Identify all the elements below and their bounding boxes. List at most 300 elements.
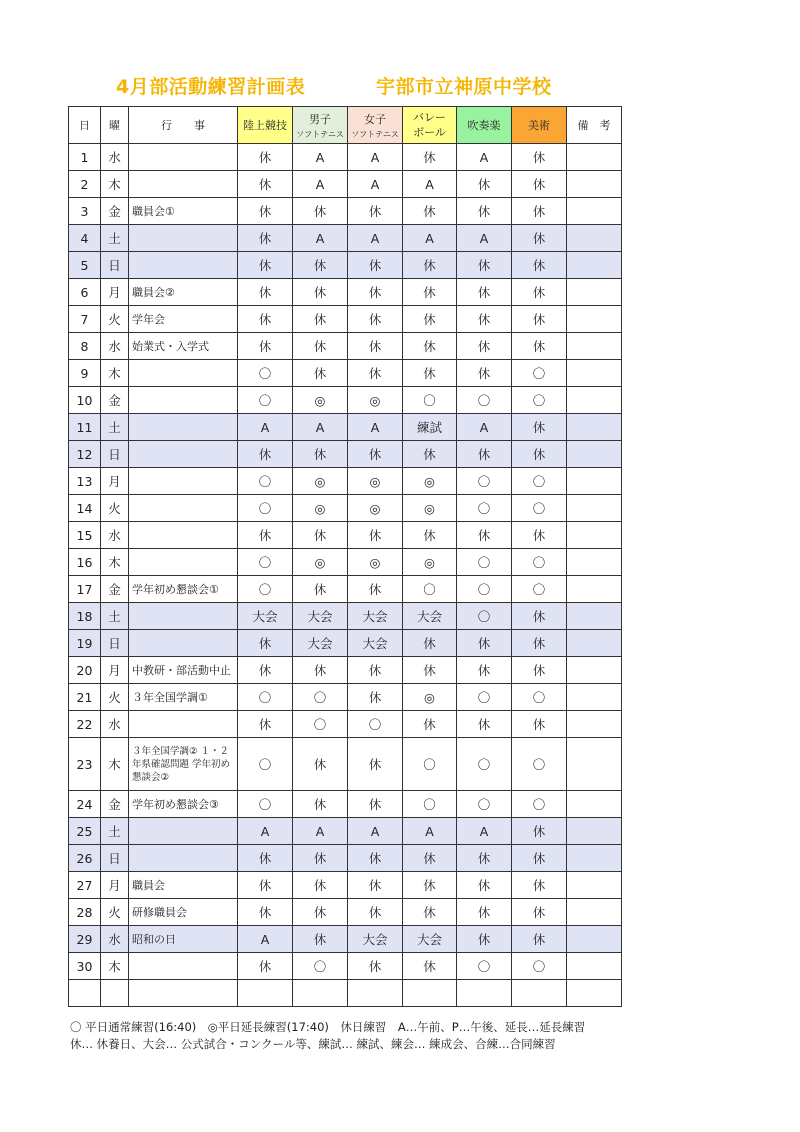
art-cell: 休: [512, 144, 567, 171]
brass-band-cell: A: [457, 414, 512, 441]
weekday-cell: 金: [101, 576, 129, 603]
art-cell: 休: [512, 845, 567, 872]
day-cell: 14: [69, 495, 101, 522]
table-row: [69, 495, 622, 522]
danshi-tennis-cell: 休: [293, 926, 348, 953]
header-danshi-sub: ソフトテニス: [296, 129, 344, 139]
art-cell: 休: [512, 225, 567, 252]
danshi-tennis-cell: 大会: [293, 630, 348, 657]
joshi-tennis-cell: 休: [348, 872, 403, 899]
volleyball-cell: 休: [403, 333, 457, 360]
header-art: 美術: [512, 107, 567, 144]
event-cell: [129, 441, 238, 468]
brass-band-cell: 休: [457, 926, 512, 953]
event-cell: 学年初め懇談会①: [129, 576, 238, 603]
joshi-tennis-cell: ◎: [348, 495, 403, 522]
remarks-cell: [567, 684, 622, 711]
day-cell: 16: [69, 549, 101, 576]
header-row: [69, 107, 622, 144]
volleyball-cell: 休: [403, 360, 457, 387]
danshi-tennis-cell: A: [293, 144, 348, 171]
table-row: [69, 387, 622, 414]
volleyball-cell: 大会: [403, 603, 457, 630]
joshi-tennis-cell: A: [348, 225, 403, 252]
rikujo-cell: 休: [238, 171, 293, 198]
weekday-cell: 土: [101, 603, 129, 630]
remarks-cell: [567, 171, 622, 198]
table-row: [69, 738, 622, 791]
event-cell: [129, 414, 238, 441]
danshi-tennis-cell: 休: [293, 657, 348, 684]
danshi-tennis-cell: A: [293, 225, 348, 252]
day-cell: 29: [69, 926, 101, 953]
event-cell: 学年会: [129, 306, 238, 333]
header-danshi-tennis: [293, 107, 348, 144]
art-cell: 休: [512, 522, 567, 549]
remarks-cell: [567, 953, 622, 980]
joshi-tennis-cell: A: [348, 171, 403, 198]
art-cell: 休: [512, 657, 567, 684]
day-cell: 18: [69, 603, 101, 630]
rikujo-cell: 休: [238, 899, 293, 926]
day-cell: 20: [69, 657, 101, 684]
joshi-tennis-cell: 休: [348, 899, 403, 926]
empty-cell: [101, 980, 129, 1007]
header-joshi-main: 女子: [364, 112, 386, 126]
art-cell: 〇: [512, 495, 567, 522]
volleyball-cell: 休: [403, 630, 457, 657]
event-cell: [129, 171, 238, 198]
brass-band-cell: 〇: [457, 576, 512, 603]
event-cell: ３年全国学調①: [129, 684, 238, 711]
danshi-tennis-cell: 休: [293, 791, 348, 818]
remarks-cell: [567, 414, 622, 441]
day-cell: 23: [69, 738, 101, 791]
remarks-cell: [567, 333, 622, 360]
brass-band-cell: 休: [457, 333, 512, 360]
day-cell: 6: [69, 279, 101, 306]
art-cell: 休: [512, 279, 567, 306]
joshi-tennis-cell: 大会: [348, 926, 403, 953]
weekday-cell: 日: [101, 441, 129, 468]
joshi-tennis-cell: 休: [348, 441, 403, 468]
table-row: [69, 872, 622, 899]
weekday-cell: 水: [101, 522, 129, 549]
brass-band-cell: 〇: [457, 684, 512, 711]
table-row: [69, 333, 622, 360]
day-cell: 26: [69, 845, 101, 872]
weekday-cell: 水: [101, 144, 129, 171]
volleyball-cell: 休: [403, 198, 457, 225]
brass-band-cell: 〇: [457, 603, 512, 630]
rikujo-cell: 休: [238, 198, 293, 225]
rikujo-cell: 〇: [238, 738, 293, 791]
header-joshi-sub: ソフトテニス: [351, 129, 399, 139]
rikujo-cell: 休: [238, 872, 293, 899]
volleyball-cell: 休: [403, 899, 457, 926]
volleyball-cell: 休: [403, 441, 457, 468]
art-cell: 休: [512, 711, 567, 738]
volleyball-cell: 休: [403, 279, 457, 306]
table-row: [69, 171, 622, 198]
event-cell: [129, 630, 238, 657]
empty-cell: [457, 980, 512, 1007]
brass-band-cell: 〇: [457, 791, 512, 818]
joshi-tennis-cell: 休: [348, 279, 403, 306]
rikujo-cell: A: [238, 818, 293, 845]
danshi-tennis-cell: 〇: [293, 684, 348, 711]
event-cell: 始業式・入学式: [129, 333, 238, 360]
brass-band-cell: 〇: [457, 953, 512, 980]
danshi-tennis-cell: 休: [293, 306, 348, 333]
art-cell: 〇: [512, 360, 567, 387]
joshi-tennis-cell: A: [348, 818, 403, 845]
header-volleyball: バレー ボール: [403, 107, 457, 144]
event-cell: [129, 387, 238, 414]
joshi-tennis-cell: A: [348, 414, 403, 441]
weekday-cell: 月: [101, 657, 129, 684]
remarks-cell: [567, 225, 622, 252]
blank-row: [69, 980, 622, 1007]
brass-band-cell: 〇: [457, 387, 512, 414]
table-row: [69, 845, 622, 872]
joshi-tennis-cell: 休: [348, 738, 403, 791]
weekday-cell: 木: [101, 360, 129, 387]
remarks-cell: [567, 441, 622, 468]
remarks-cell: [567, 468, 622, 495]
remarks-cell: [567, 872, 622, 899]
day-cell: 7: [69, 306, 101, 333]
brass-band-cell: A: [457, 818, 512, 845]
table-row: [69, 953, 622, 980]
danshi-tennis-cell: 休: [293, 198, 348, 225]
brass-band-cell: 休: [457, 630, 512, 657]
joshi-tennis-cell: 休: [348, 522, 403, 549]
weekday-cell: 火: [101, 306, 129, 333]
brass-band-cell: 休: [457, 252, 512, 279]
header-event: 行 事: [129, 107, 238, 144]
day-cell: 22: [69, 711, 101, 738]
remarks-cell: [567, 360, 622, 387]
rikujo-cell: 〇: [238, 549, 293, 576]
rikujo-cell: 休: [238, 522, 293, 549]
danshi-tennis-cell: 休: [293, 738, 348, 791]
weekday-cell: 月: [101, 872, 129, 899]
volleyball-cell: ◎: [403, 684, 457, 711]
table-row: [69, 576, 622, 603]
joshi-tennis-cell: ◎: [348, 549, 403, 576]
volleyball-cell: 〇: [403, 791, 457, 818]
art-cell: 〇: [512, 791, 567, 818]
remarks-cell: [567, 252, 622, 279]
event-cell: [129, 549, 238, 576]
weekday-cell: 月: [101, 468, 129, 495]
weekday-cell: 月: [101, 279, 129, 306]
joshi-tennis-cell: 休: [348, 576, 403, 603]
weekday-cell: 水: [101, 926, 129, 953]
event-cell: 職員会: [129, 872, 238, 899]
day-cell: 1: [69, 144, 101, 171]
remarks-cell: [567, 549, 622, 576]
remarks-cell: [567, 926, 622, 953]
danshi-tennis-cell: 休: [293, 872, 348, 899]
table-row: [69, 144, 622, 171]
joshi-tennis-cell: 休: [348, 791, 403, 818]
danshi-tennis-cell: A: [293, 414, 348, 441]
weekday-cell: 火: [101, 495, 129, 522]
schedule-body: [69, 144, 622, 1007]
table-row: [69, 468, 622, 495]
art-cell: 休: [512, 603, 567, 630]
remarks-cell: [567, 603, 622, 630]
table-row: [69, 657, 622, 684]
danshi-tennis-cell: 休: [293, 333, 348, 360]
brass-band-cell: A: [457, 144, 512, 171]
art-cell: 〇: [512, 549, 567, 576]
joshi-tennis-cell: 〇: [348, 711, 403, 738]
weekday-cell: 火: [101, 684, 129, 711]
art-cell: 休: [512, 818, 567, 845]
event-cell: [129, 360, 238, 387]
table-row: [69, 711, 622, 738]
joshi-tennis-cell: 休: [348, 953, 403, 980]
empty-cell: [567, 980, 622, 1007]
volleyball-cell: A: [403, 171, 457, 198]
rikujo-cell: 休: [238, 630, 293, 657]
danshi-tennis-cell: ◎: [293, 468, 348, 495]
page-title: 4月部活動練習計画表: [116, 76, 306, 98]
day-cell: 12: [69, 441, 101, 468]
volleyball-cell: 休: [403, 953, 457, 980]
brass-band-cell: A: [457, 225, 512, 252]
day-cell: 2: [69, 171, 101, 198]
rikujo-cell: 〇: [238, 360, 293, 387]
volleyball-cell: 休: [403, 144, 457, 171]
brass-band-cell: 休: [457, 441, 512, 468]
remarks-cell: [567, 818, 622, 845]
danshi-tennis-cell: 〇: [293, 711, 348, 738]
danshi-tennis-cell: ◎: [293, 495, 348, 522]
rikujo-cell: A: [238, 926, 293, 953]
volleyball-cell: 休: [403, 711, 457, 738]
table-row: [69, 926, 622, 953]
art-cell: 休: [512, 926, 567, 953]
brass-band-cell: 休: [457, 279, 512, 306]
joshi-tennis-cell: 休: [348, 252, 403, 279]
volleyball-cell: 〇: [403, 738, 457, 791]
volleyball-cell: ◎: [403, 468, 457, 495]
brass-band-cell: 休: [457, 306, 512, 333]
event-cell: 研修職員会: [129, 899, 238, 926]
art-cell: 休: [512, 630, 567, 657]
rikujo-cell: 〇: [238, 684, 293, 711]
rikujo-cell: 休: [238, 252, 293, 279]
empty-cell: [348, 980, 403, 1007]
danshi-tennis-cell: ◎: [293, 549, 348, 576]
event-cell: [129, 711, 238, 738]
header-danshi-main: 男子: [309, 112, 331, 126]
remarks-cell: [567, 657, 622, 684]
weekday-cell: 木: [101, 549, 129, 576]
rikujo-cell: A: [238, 414, 293, 441]
volleyball-cell: 休: [403, 845, 457, 872]
event-cell: [129, 845, 238, 872]
danshi-tennis-cell: 休: [293, 279, 348, 306]
art-cell: 休: [512, 306, 567, 333]
table-row: [69, 684, 622, 711]
weekday-cell: 水: [101, 333, 129, 360]
joshi-tennis-cell: ◎: [348, 468, 403, 495]
event-cell: 学年初め懇談会③: [129, 791, 238, 818]
art-cell: 〇: [512, 684, 567, 711]
remarks-cell: [567, 306, 622, 333]
volleyball-cell: 〇: [403, 576, 457, 603]
art-cell: 〇: [512, 953, 567, 980]
art-cell: 休: [512, 171, 567, 198]
empty-cell: [293, 980, 348, 1007]
table-row: [69, 306, 622, 333]
remarks-cell: [567, 144, 622, 171]
art-cell: 休: [512, 198, 567, 225]
table-row: [69, 360, 622, 387]
table-row: [69, 198, 622, 225]
table-row: [69, 603, 622, 630]
event-cell: ３年全国学調② １・２年県確認問題 学年初め懇談会②: [129, 738, 238, 791]
volleyball-cell: 休: [403, 252, 457, 279]
art-cell: 休: [512, 414, 567, 441]
rikujo-cell: 〇: [238, 576, 293, 603]
volleyball-cell: 休: [403, 522, 457, 549]
volleyball-cell: 〇: [403, 387, 457, 414]
rikujo-cell: 休: [238, 845, 293, 872]
empty-cell: [512, 980, 567, 1007]
danshi-tennis-cell: 休: [293, 576, 348, 603]
day-cell: 25: [69, 818, 101, 845]
volleyball-cell: A: [403, 225, 457, 252]
weekday-cell: 水: [101, 711, 129, 738]
rikujo-cell: 休: [238, 441, 293, 468]
event-cell: 職員会①: [129, 198, 238, 225]
event-cell: [129, 144, 238, 171]
brass-band-cell: 休: [457, 657, 512, 684]
table-row: [69, 549, 622, 576]
legend-line-2: 休… 休養日、大会… 公式試合・コンクール等、練試… 練試、練会… 練成会、合練…合同練習: [70, 1037, 556, 1051]
table-row: [69, 441, 622, 468]
day-cell: 30: [69, 953, 101, 980]
day-cell: 15: [69, 522, 101, 549]
brass-band-cell: 休: [457, 711, 512, 738]
remarks-cell: [567, 711, 622, 738]
brass-band-cell: 休: [457, 872, 512, 899]
weekday-cell: 金: [101, 198, 129, 225]
table-row: [69, 630, 622, 657]
header-rikujo: 陸上競技: [238, 107, 293, 144]
day-cell: 21: [69, 684, 101, 711]
day-cell: 3: [69, 198, 101, 225]
art-cell: 休: [512, 899, 567, 926]
art-cell: 〇: [512, 738, 567, 791]
weekday-cell: 木: [101, 953, 129, 980]
day-cell: 11: [69, 414, 101, 441]
brass-band-cell: 〇: [457, 549, 512, 576]
danshi-tennis-cell: 休: [293, 360, 348, 387]
remarks-cell: [567, 279, 622, 306]
volleyball-cell: ◎: [403, 495, 457, 522]
joshi-tennis-cell: 休: [348, 684, 403, 711]
danshi-tennis-cell: 休: [293, 252, 348, 279]
volleyball-cell: 休: [403, 306, 457, 333]
danshi-tennis-cell: 休: [293, 522, 348, 549]
table-row: [69, 791, 622, 818]
weekday-cell: 火: [101, 899, 129, 926]
remarks-cell: [567, 576, 622, 603]
event-cell: [129, 468, 238, 495]
brass-band-cell: 休: [457, 171, 512, 198]
rikujo-cell: 休: [238, 144, 293, 171]
remarks-cell: [567, 495, 622, 522]
danshi-tennis-cell: 休: [293, 441, 348, 468]
event-cell: 中教研・部活動中止: [129, 657, 238, 684]
art-cell: 休: [512, 872, 567, 899]
empty-cell: [69, 980, 101, 1007]
table-row: [69, 818, 622, 845]
joshi-tennis-cell: 休: [348, 845, 403, 872]
day-cell: 9: [69, 360, 101, 387]
volleyball-cell: 休: [403, 872, 457, 899]
art-cell: 〇: [512, 468, 567, 495]
rikujo-cell: 休: [238, 306, 293, 333]
rikujo-cell: 休: [238, 657, 293, 684]
danshi-tennis-cell: 休: [293, 899, 348, 926]
weekday-cell: 土: [101, 225, 129, 252]
joshi-tennis-cell: 大会: [348, 630, 403, 657]
art-cell: 休: [512, 252, 567, 279]
weekday-cell: 日: [101, 845, 129, 872]
remarks-cell: [567, 198, 622, 225]
art-cell: 休: [512, 441, 567, 468]
remarks-cell: [567, 738, 622, 791]
joshi-tennis-cell: 休: [348, 198, 403, 225]
remarks-cell: [567, 899, 622, 926]
brass-band-cell: 休: [457, 522, 512, 549]
remarks-cell: [567, 387, 622, 414]
day-cell: 17: [69, 576, 101, 603]
header-joshi-tennis: [348, 107, 403, 144]
event-cell: [129, 818, 238, 845]
brass-band-cell: 休: [457, 360, 512, 387]
header-brass-band: 吹奏楽: [457, 107, 512, 144]
joshi-tennis-cell: 大会: [348, 603, 403, 630]
volleyball-cell: 大会: [403, 926, 457, 953]
art-cell: 休: [512, 333, 567, 360]
remarks-cell: [567, 522, 622, 549]
day-cell: 10: [69, 387, 101, 414]
event-cell: [129, 953, 238, 980]
day-cell: 5: [69, 252, 101, 279]
volleyball-cell: ◎: [403, 549, 457, 576]
volleyball-cell: 休: [403, 657, 457, 684]
weekday-cell: 日: [101, 630, 129, 657]
remarks-cell: [567, 845, 622, 872]
table-row: [69, 252, 622, 279]
rikujo-cell: 休: [238, 711, 293, 738]
practice-schedule-table: [68, 106, 622, 1007]
volleyball-cell: 練試: [403, 414, 457, 441]
joshi-tennis-cell: 休: [348, 360, 403, 387]
day-cell: 13: [69, 468, 101, 495]
event-cell: [129, 522, 238, 549]
event-cell: [129, 603, 238, 630]
